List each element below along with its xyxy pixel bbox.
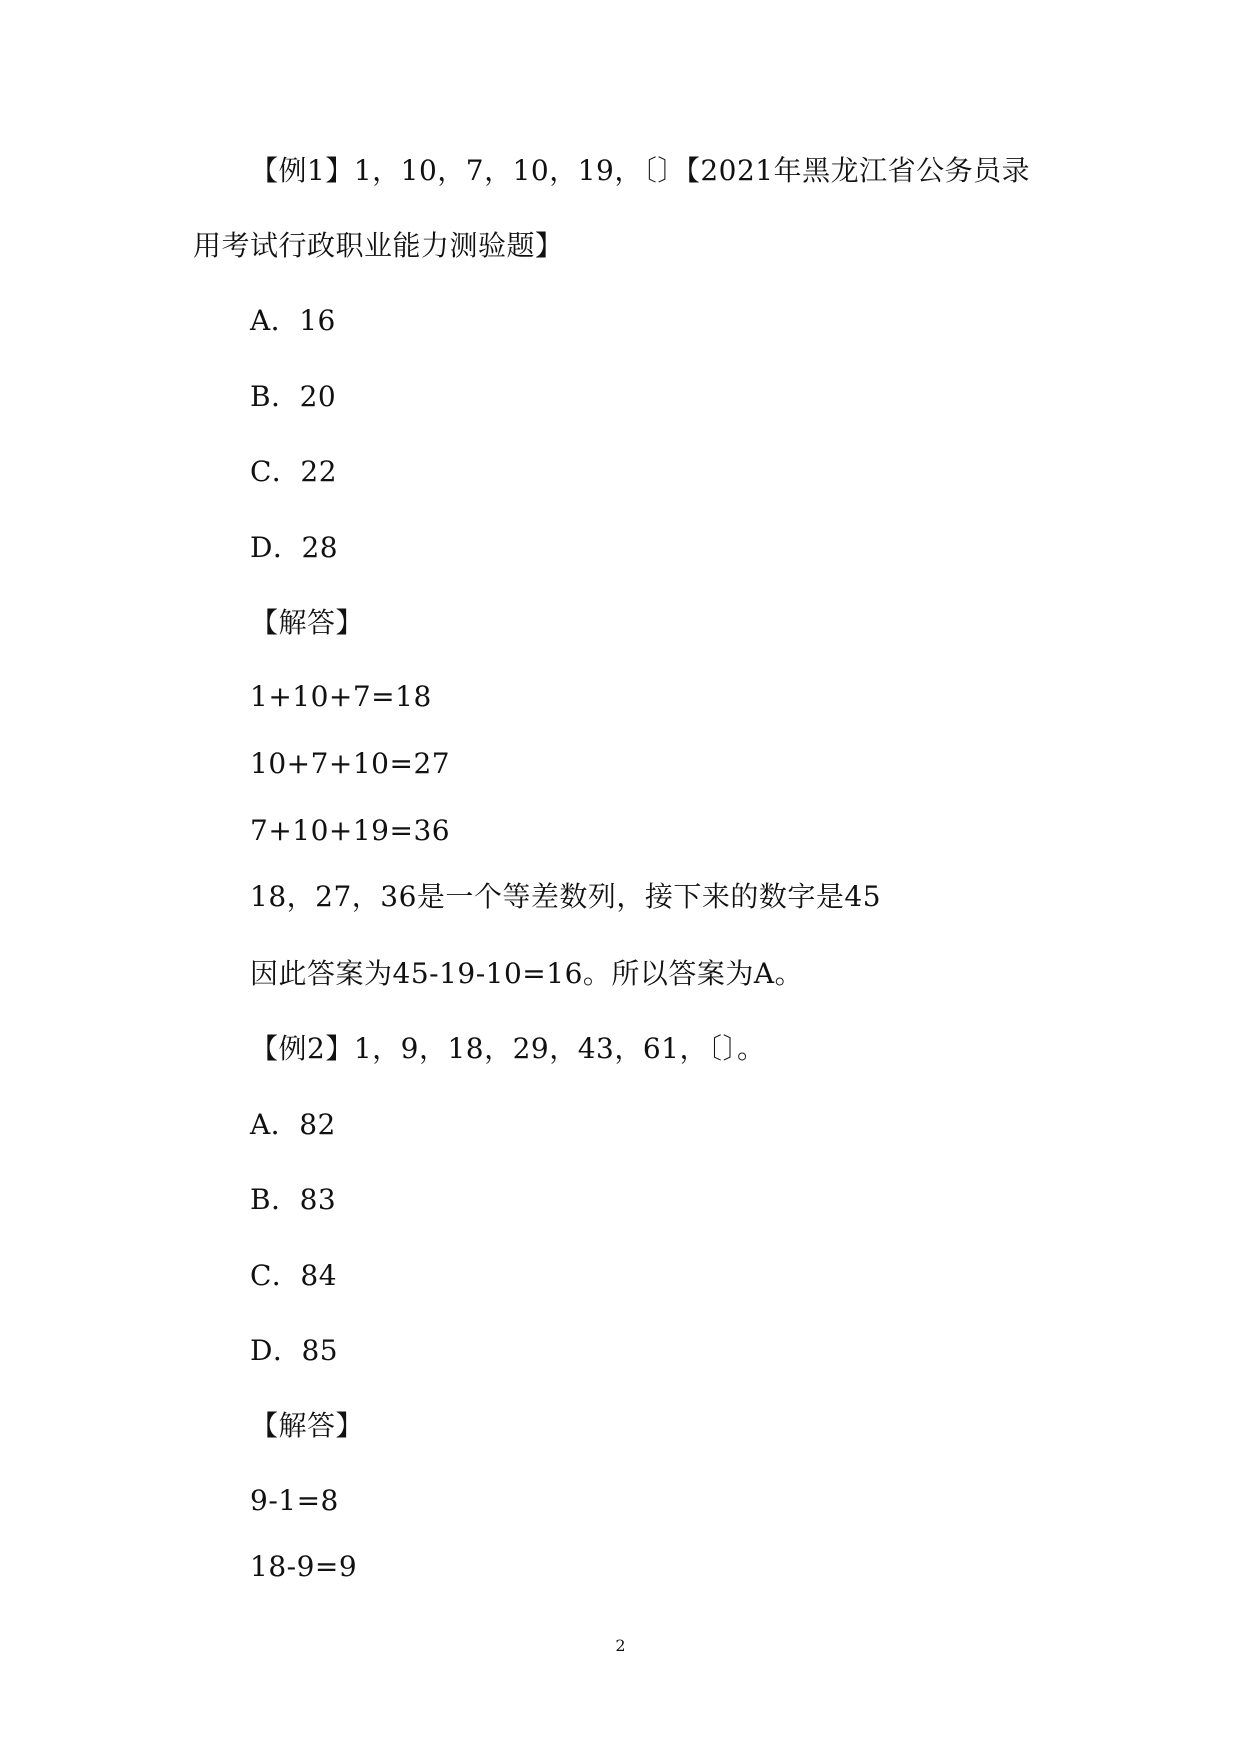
example-1-answer-line: 10+7+10=27 [250, 747, 451, 780]
example-2-question: 【例2】1，9，18，29，43，61，〔〕。 [250, 1032, 766, 1065]
example-1-answer-line: 18，27，36是一个等差数列，接下来的数字是45 [250, 880, 882, 913]
example-2-answer-line: 9-1=8 [250, 1484, 339, 1517]
example-1-answer-heading: 【解答】 [250, 606, 365, 639]
example-1-answer-line: 7+10+19=36 [250, 814, 451, 847]
example-2-answer-heading: 【解答】 [250, 1409, 365, 1442]
example-2-answer-line: 18-9=9 [250, 1550, 358, 1583]
example-2-option-b: B．83 [250, 1183, 337, 1216]
example-1-option-d: D．28 [250, 531, 339, 564]
example-2-option-d: D．85 [250, 1334, 339, 1367]
example-1-option-b: B．20 [250, 380, 337, 413]
example-2-option-a: A．82 [250, 1108, 336, 1141]
example-2-option-c: C．84 [250, 1259, 338, 1292]
page-number: 2 [615, 1636, 626, 1655]
example-1-conclusion: 因此答案为45-19-10=16。所以答案为A。 [250, 957, 804, 990]
example-1-answer-line: 1+10+7=18 [250, 680, 432, 713]
example-1-option-a: A．16 [250, 304, 336, 337]
example-1-option-c: C．22 [250, 455, 338, 488]
example-1-question: 【例1】1，10，7，10，19，〔〕【2021年黑龙江省公务员录 [250, 154, 1031, 187]
example-1-question-continued: 用考试行政职业能力测验题】 [193, 229, 564, 262]
